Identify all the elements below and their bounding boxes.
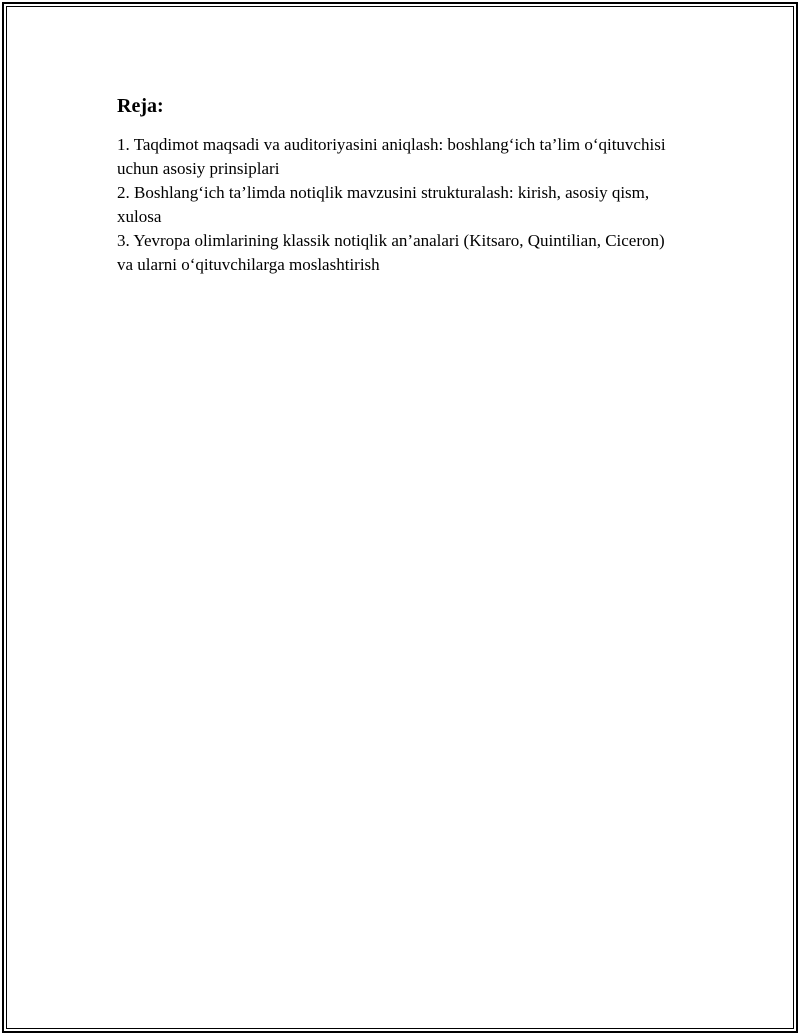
plan-item-3: 3. Yevropa olimlarining klassik notiqlik an’analari (Kitsaro, Quintilian, Ciceron) va ularni o‘qituvchilarga moslashtirish <box>117 231 665 274</box>
plan-item-1: 1. Taqdimot maqsadi va auditoriyasini aniqlash: boshlang‘ich ta’lim o‘qituvchisi uchun asosiy prinsiplari <box>117 135 666 178</box>
document-body <box>117 93 677 277</box>
plan-list <box>117 133 677 277</box>
plan-heading: Reja: <box>117 95 164 117</box>
plan-item-2: 2. Boshlang‘ich ta’limda notiqlik mavzusini strukturalash: kirish, asosiy qism, xulosa <box>117 183 650 226</box>
